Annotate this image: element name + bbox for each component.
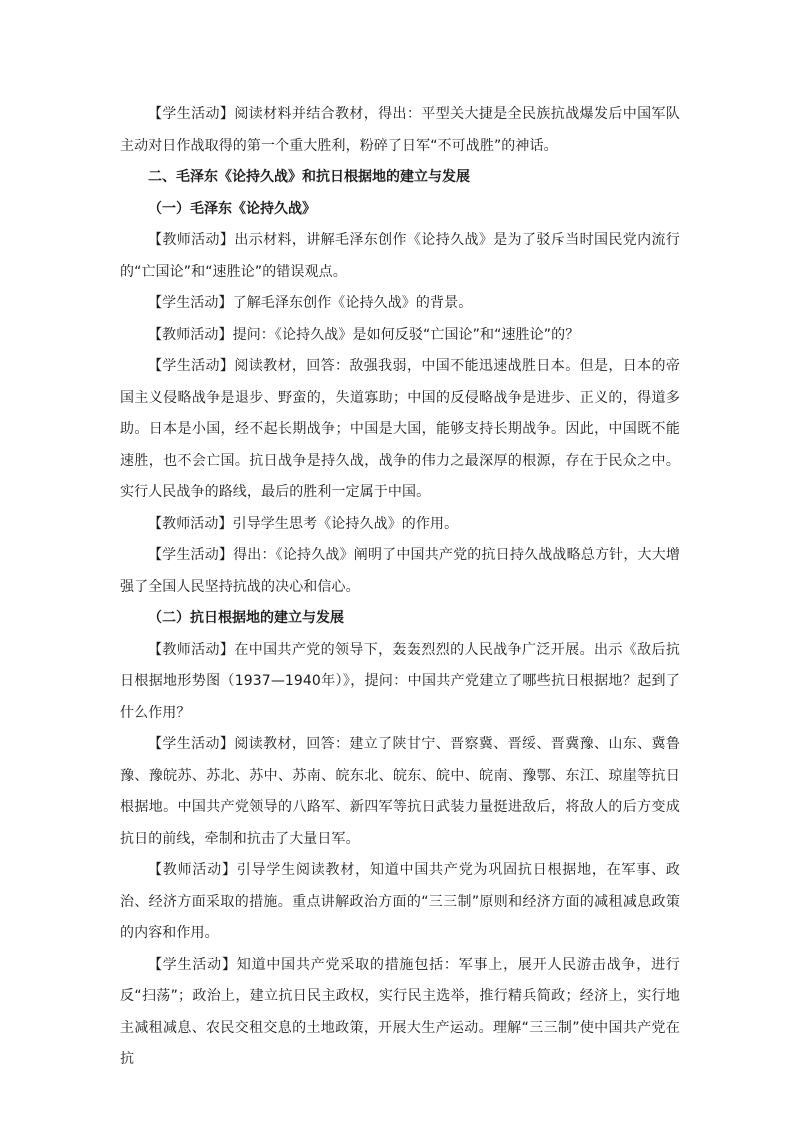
paragraph-student-conclusion: 【学生活动】得出：《论持久战》阐明了中国共产党的抗日持久战战略总方针，大大增强了全国人民坚持抗战的决心和信心。 bbox=[120, 547, 680, 595]
subsection-heading-2: （二）抗日根据地的建立与发展 bbox=[148, 610, 344, 626]
section-heading-2: 二、毛泽东《论持久战》和抗日根据地的建立与发展 bbox=[148, 169, 470, 185]
paragraph-student-pingxingguan: 【学生活动】阅读材料并结合教材，得出：平型关大捷是全民族抗战爆发后中国军队主动对日作战取得的第一个重大胜利，粉碎了日军“不可战胜”的神话。 bbox=[120, 106, 680, 154]
paragraph-teacher-guide: 【教师活动】引导学生思考《论持久战》的作用。 bbox=[148, 515, 459, 532]
paragraph-student-bases: 【学生活动】阅读教材，回答：建立了陕甘宁、晋察冀、晋绥、晋冀豫、山东、冀鲁豫、豫皖苏、苏北、苏中、苏南、皖东北、皖东、皖中、皖南、豫鄂、东江、琼崖等抗日根据地。中国共产党领导的八路军、新四军等抗日武装力量挺进敌后，将敌人的后方变成抗日的前线，牵制和抗击了大量日军。 bbox=[120, 736, 680, 847]
paragraph-teacher-question: 【教师活动】提问：《论持久战》是如何反驳“亡国论”和“速胜论”的？ bbox=[148, 326, 580, 343]
paragraph-student-answer: 【学生活动】阅读教材，回答：敌强我弱，中国不能迅速战胜日本。但是，日本的帝国主义侵略战争是退步、野蛮的，失道寡助；中国的反侵略战争是进步、正义的，得道多助。日本是小国，经不起长期战争；中国是大国，能够支持长期战争。因此，中国既不能速胜，也不会亡国。抗日战争是持久战，战争的伟力之最深厚的根源，存在于民众之中。实行人民战争的路线，最后的胜利一定属于中国。 bbox=[120, 358, 680, 500]
paragraph-teacher-measures: 【教师活动】引导学生阅读教材，知道中国共产党为巩固抗日根据地，在军事、政治、经济方面采取的措施。重点讲解政治方面的“三三制”原则和经济方面的减租减息政策的内容和作用。 bbox=[120, 862, 680, 941]
subsection-heading-1: （一）毛泽东《论持久战》 bbox=[148, 200, 316, 217]
paragraph-student-measures: 【学生活动】知道中国共产党采取的措施包括：军事上，展开人民游击战争，进行反“扫荡”；政治上，建立抗日民主政权，实行民主选举，推行精兵简政；经济上，实行地主减租减息、农民交租交息的土地政策，开展大生产运动。理解“三三制”使中国共产党在抗 bbox=[120, 956, 680, 1067]
paragraph-teacher-map: 【教师活动】在中国共产党的领导下，轰轰烈烈的人民战争广泛开展。出示《敌后抗日根据地形势图（1937—1940年）》，提问：中国共产党建立了哪些抗日根据地？起到了什么作用？ bbox=[120, 641, 680, 721]
paragraph-student-background: 【学生活动】了解毛泽东创作《论持久战》的背景。 bbox=[148, 295, 473, 311]
paragraph-teacher-material: 【教师活动】出示材料，讲解毛泽东创作《论持久战》是为了驳斥当时国民党内流行的“亡国论”和“速胜论”的错误观点。 bbox=[120, 232, 680, 280]
document-body bbox=[120, 99, 680, 1076]
